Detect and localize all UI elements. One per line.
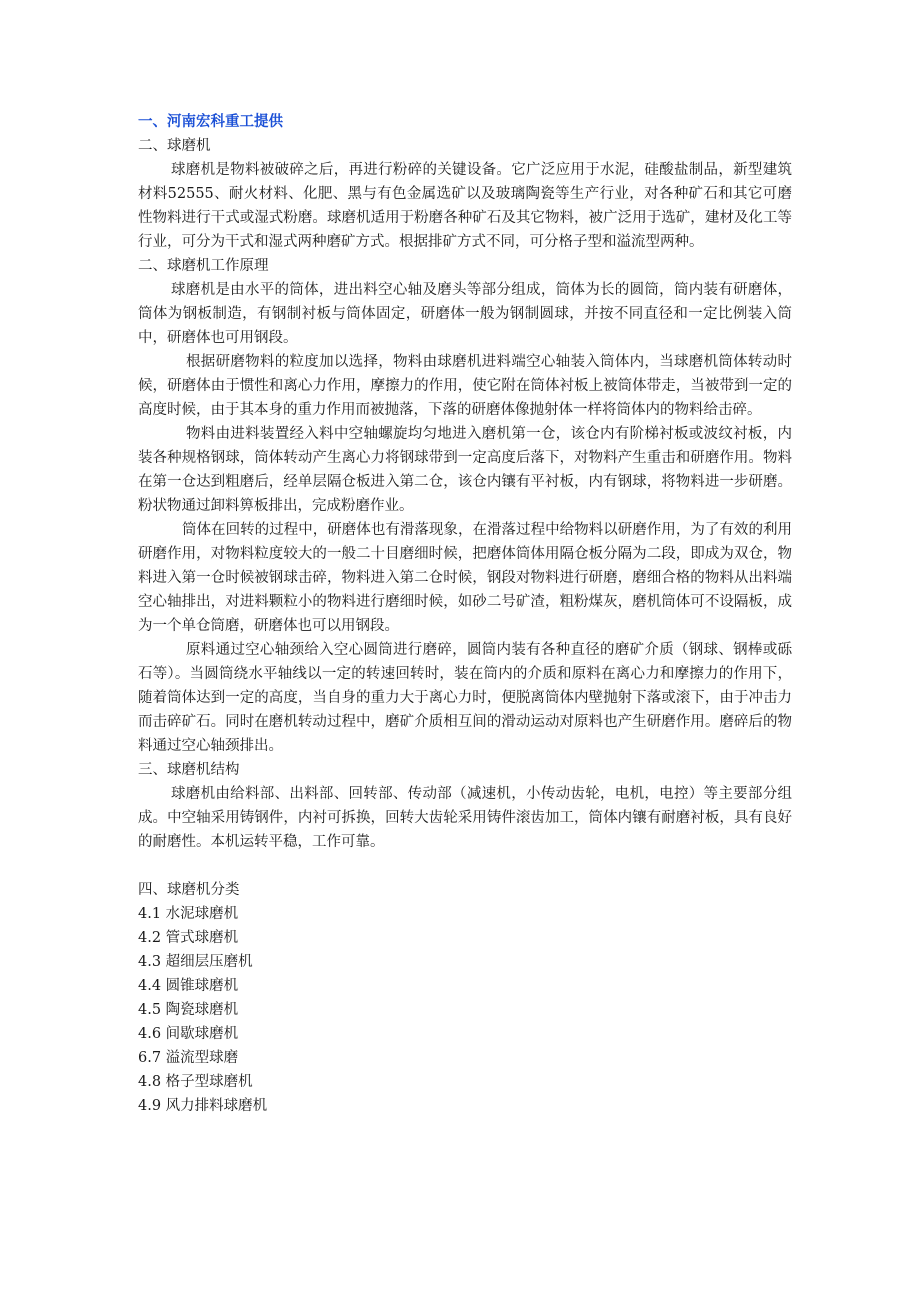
list-item: 4.1 水泥球磨机 — [138, 906, 239, 922]
paragraph: 筒体在回转的过程中，研磨体也有滑落现象，在滑落过程中给物料以研磨作用，为了有效的利用研磨作用，对物料粒度较大的一般二十目磨细时候，把磨体筒体用隔仓板分隔为二段，即成为双仓，物料进入第一仓时候被钢球击碎，物料进入第二仓时候，钢段对物料进行研磨，磨细合格的物料从出料端空心轴排出，对进料颗粒小的物料进行磨细时候，如砂二号矿渣，粗粉煤灰，磨机筒体可不设隔板，成为一个单仓筒磨，研磨体也可以用钢段。 — [138, 522, 792, 634]
list-item: 4.3 超细层压磨机 — [138, 954, 253, 970]
section-heading-classification: 四、球磨机分类 — [138, 882, 240, 898]
paragraph: 原料通过空心轴颈给入空心圆筒进行磨碎，圆筒内装有各种直径的磨矿介质（钢球、钢棒或砾石等）。当圆筒绕水平轴线以一定的转速回转时，装在筒内的介质和原料在离心力和摩擦力的作用下，随着筒体达到一定的高度，当自身的重力大于离心力时，便脱离筒体内壁抛射下落或滚下，由于冲击力而击碎矿石。同时在磨机转动过程中，磨矿介质相互间的滑动运动对原料也产生研磨作用。磨碎后的物料通过空心轴颈排出。 — [138, 642, 792, 754]
section-heading-working-principle: 二、球磨机工作原理 — [138, 258, 269, 274]
list-item: 6.7 溢流型球磨 — [138, 1050, 239, 1066]
paragraph: 根据研磨物料的粒度加以选择，物料由球磨机进料端空心轴装入筒体内，当球磨机筒体转动时候，研磨体由于惯性和离心力作用，摩擦力的作用，使它附在筒体衬板上被筒体带走，当被带到一定的高度时候，由于其本身的重力作用而被抛落，下落的研磨体像抛射体一样将筒体内的物料给击碎。 — [138, 354, 792, 418]
list-item: 4.2 管式球磨机 — [138, 930, 239, 946]
document-title: 一、河南宏科重工提供 — [138, 113, 283, 130]
classification-list — [138, 902, 792, 1118]
document-page — [138, 110, 792, 1118]
paragraph: 物料由进料装置经入料中空轴螺旋均匀地进入磨机第一仓，该仓内有阶梯衬板或波纹衬板，内装各种规格钢球，筒体转动产生离心力将钢球带到一定高度后落下，对物料产生重击和研磨作用。物料在第一仓达到粗磨后，经单层隔仓板进入第二仓，该仓内镶有平衬板，内有钢球，将物料进一步研磨。粉状物通过卸料箅板排出，完成粉磨作业。 — [138, 426, 792, 514]
paragraph: 球磨机由给料部、出料部、回转部、传动部（减速机，小传动齿轮，电机，电控）等主要部分组成。中空轴采用铸钢件，内衬可拆换，回转大齿轮采用铸件滚齿加工，筒体内镶有耐磨衬板，具有良好的耐磨性。本机运转平稳，工作可靠。 — [138, 786, 792, 850]
spacer — [138, 854, 792, 878]
section-heading-structure: 三、球磨机结构 — [138, 762, 240, 778]
list-item: 4.5 陶瓷球磨机 — [138, 1002, 239, 1018]
paragraph: 球磨机是物料被破碎之后，再进行粉碎的关键设备。它广泛应用于水泥，硅酸盐制品，新型建筑材料52555、耐火材料、化肥、黑与有色金属选矿以及玻璃陶瓷等生产行业，对各种矿石和其它可磨性物料进行干式或湿式粉磨。球磨机适用于粉磨各种矿石及其它物料，被广泛用于选矿，建材及化工等行业，可分为干式和湿式两种磨矿方式。根据排矿方式不同，可分格子型和溢流型两种。 — [138, 162, 792, 250]
list-item: 4.4 圆锥球磨机 — [138, 978, 239, 994]
paragraph: 球磨机是由水平的筒体，进出料空心轴及磨头等部分组成，筒体为长的圆筒，筒内装有研磨体，筒体为钢板制造，有钢制衬板与筒体固定，研磨体一般为钢制圆球，并按不同直径和一定比例装入筒中，研磨体也可用钢段。 — [138, 282, 792, 346]
list-item: 4.6 间歇球磨机 — [138, 1026, 239, 1042]
section-heading-ball-mill: 二、球磨机 — [138, 138, 211, 154]
list-item: 4.8 格子型球磨机 — [138, 1074, 253, 1090]
list-item: 4.9 风力排料球磨机 — [138, 1098, 268, 1114]
